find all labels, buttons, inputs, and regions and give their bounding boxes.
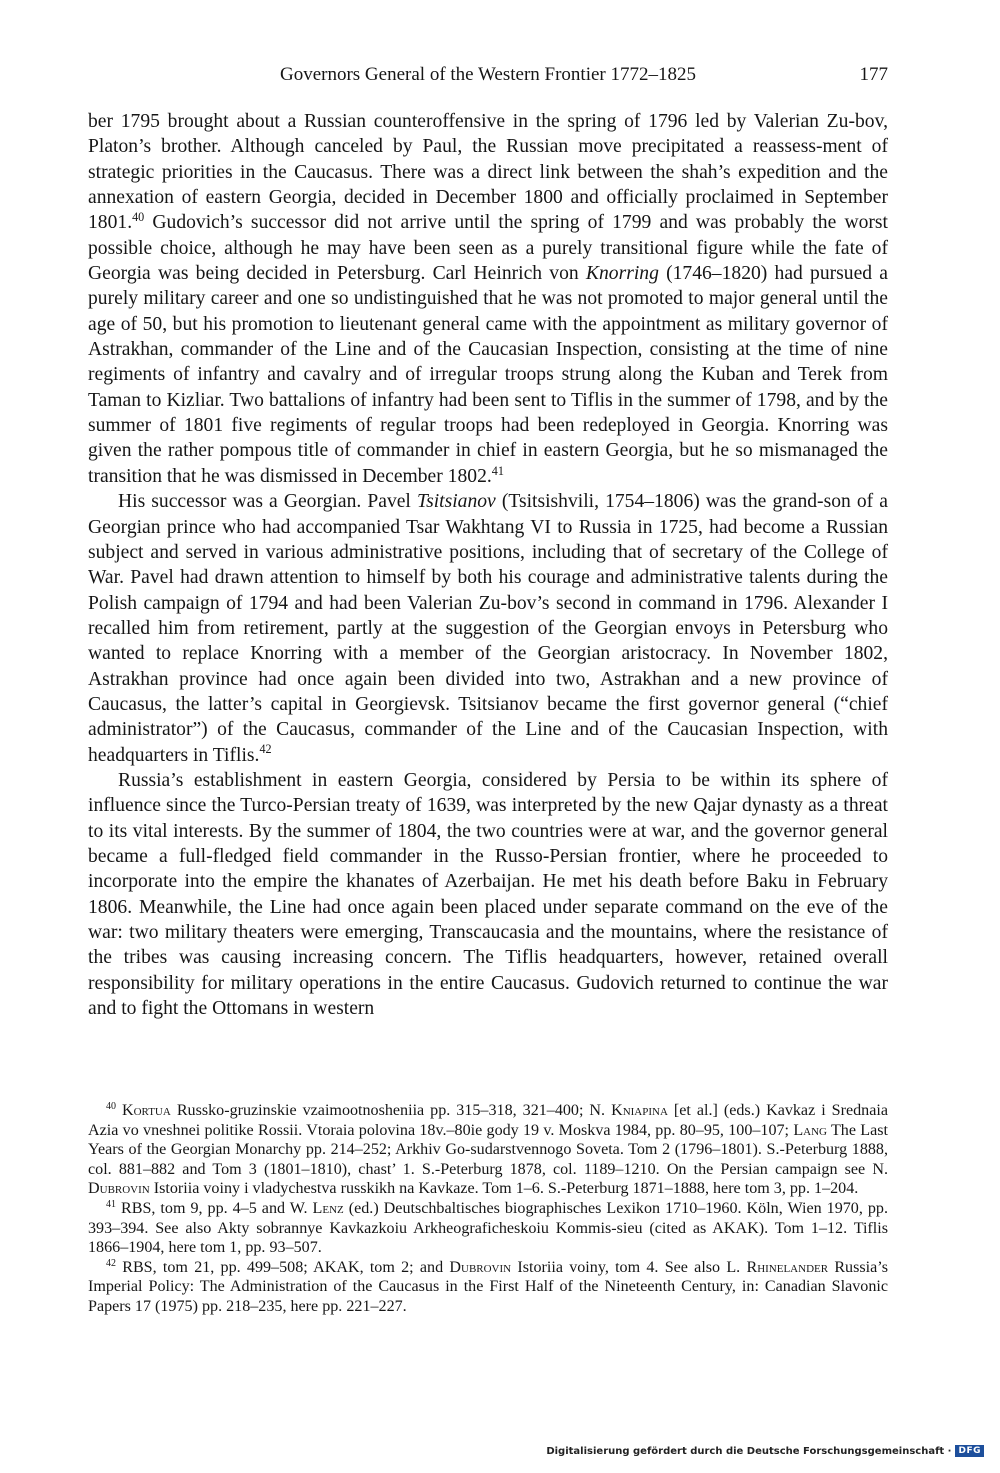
footnote-ref-40[interactable]: 40 [132, 210, 145, 225]
author-name: Lang [793, 1121, 827, 1139]
credit-text: Digitalisierung gefördert durch die Deutsche Forschungsgemeinschaft · [546, 1445, 952, 1457]
author-name: Kortua [121, 1102, 171, 1119]
running-title: Governors General of the Western Frontier 1772–1825 [279, 64, 696, 85]
author-name: Rhinelander [746, 1258, 829, 1276]
footnote-number: 40 [106, 1101, 116, 1113]
person-name: Knorring [585, 263, 659, 285]
paragraph-3: Russia’s establishment in eastern Georgia, considered by Persia to be within its sphere of influence since the Turco-Persian treaty of 1639, was interpreted by the new Qajar dynasty as a threat to its vital interests. By the summer of 1804, the two countries were at war, and the governor general became a full-fledged field commander in the Russo-Persian frontier, where he proceeded to incorporate into the empire the khanates of Azerbaijan. He met his death before Baku in February 1806. Meanwhile, the Line had once again been placed under separate command on the eve of the war: two military theaters were emerging, Transcaucasia and the mountains, where the resistance of the tribes was causing increasing concern. The Tiflis headquarters, however, retained overall responsibility for military operations in the entire Caucasus. Gudovich returned to continue the war and to fight the Ottomans in western [88, 769, 888, 1020]
author-name: Dubrovin [449, 1258, 512, 1276]
dfg-logo: DFG [955, 1445, 984, 1457]
footnote-41: $^{41}$ RBS, tom 9, pp. 4–5 and W. Lenz (ed.) Deutschbaltisches biographisches Lexikon 1710–1960. Köln, Wien 1970, pp. 393–394. See also Akty sobrannye Kavkazkoiu Arkheograficheskoiu Kommis-sieu (cited as AKAK). Tom 1–12. Tiflis 1866–1904, here tom 1, pp. 93–507. [88, 1198, 888, 1257]
footnotes [88, 1101, 888, 1317]
author-name: Kniapina [611, 1102, 668, 1119]
person-name: Tsitsianov [416, 491, 496, 513]
author-name: Dubrovin [88, 1180, 150, 1198]
author-name: Lenz [312, 1199, 344, 1217]
footnote-40: $^{40}$ Kortua Russko-gruzinskie vzaimootnosheniia pp. 315–318, 321–400; N. Kniapina [et al.] (eds.) Kavkaz i Srednaia Azia vo vneshnei politike Rossii. Vtoraia polovina 18v.–80ie gody 19 v. Moskva 1984, pp. 80–95, 100–107; Lang The Last Years of the Georgian Monarchy pp. 214–252; Arkhiv Go-sudarstvennogo Soveta. Tom 2 (1796–1801). S.-Peterburg 1888, col. 881–882 and Tom 3 (1801–1810), chast’ 1. S.-Peterburg 1878, col. 1189–1210. On the Persian campaign see N. Dubrovin Istoriia voiny i vladychestva russkikh na Kavkaze. Tom 1–6. S.-Peterburg 1871–1888, here tom 3, pp. 1–204. [88, 1101, 888, 1198]
paragraph-2: His successor was a Georgian. Pavel Tsitsianov (Tsitsishvili, 1754–1806) was the grand-son of a Georgian prince who had accompanied Tsar Wakhtang VI to Russia in 1725, had become a Russian subject and served in various administrative positions, including that of secretary of the College of War. Pavel had drawn attention to himself by both his courage and administrative talents during the Polish campaign of 1794 and had been Valerian Zu-bov’s second in command in 1796. Alexander I recalled him from retirement, partly at the suggestion of the Georgian envoys in Petersburg who wanted to replace Knorring with a member of the Georgian aristocracy. In November 1802, Astrakhan province had once again been divided into two, Astrakhan and a new province of Caucasus, the latter’s capital in Georgievsk. Tsitsianov became the first governor general (“chief administrator”) of the Caucasus, commander of the Line and of the Caucasian Inspection, with headquarters in Tiflis.$^{42}$ [88, 491, 888, 766]
paragraph-1: ber 1795 brought about a Russian counteroffensive in the spring of 1796 led by Valerian Zu-bov, Platon’s brother. Although canceled by Paul, the Russian move precipitated a reassess-ment of strategic priorities in the Caucasus. There was a direct link between the shah’s expedition and the annexation of eastern Georgia, decided in December 1800 and officially proclaimed in September 1801.40 Gudovich’s successor did not arrive until the spring of 1799 and was probably the worst possible choice, although he may have been seen as a purely transitional figure while the fate of Georgia was being decided in Petersburg. Carl Heinrich von Knorring (1746–1820) had pursued a purely military career and one so undistinguished that he was not promoted to major general until the age of 50, but his promotion to lieutenant general came with the appointment as military governor of Astrakhan, commander of the Line and of the Caucasian Inspection, consisting at the time of nine regiments of infantry and cavalry and of irregular troops strung along the Kuban and Terek from Taman to Kizliar. Two battalions of infantry had been sent to Tiflis in the summer of 1798, and by the summer of 1801 five regiments of regular troops had been redeployed in Georgia. Knorring was given the rather pompous title of commander in chief in eastern Georgia, but he so mismanaged the transition that he was dismissed in December 1802.41 [88, 111, 888, 487]
footnote-ref-41[interactable]: 41 [491, 463, 504, 478]
page-number: 177 [859, 64, 888, 85]
footnote-number: 42 [106, 1257, 116, 1269]
footnote-42: $^{42}$ RBS, tom 21, pp. 499–508; AKAK, tom 2; and Dubrovin Istoriia voiny, tom 4. See also L. Rhinelander Russia’s Imperial Policy: The Administration of the Caucasus in the First Half of the Nineteenth Century, in: Canadian Slavonic Papers 17 (1975) pp. 218–235, here pp. 221–227. [88, 1257, 888, 1315]
body-text [88, 109, 888, 1021]
running-head [88, 62, 888, 88]
footnote-number: 41 [106, 1198, 116, 1210]
footnote-ref-42[interactable]: 42 [259, 742, 272, 757]
digitization-credit [546, 1445, 984, 1457]
